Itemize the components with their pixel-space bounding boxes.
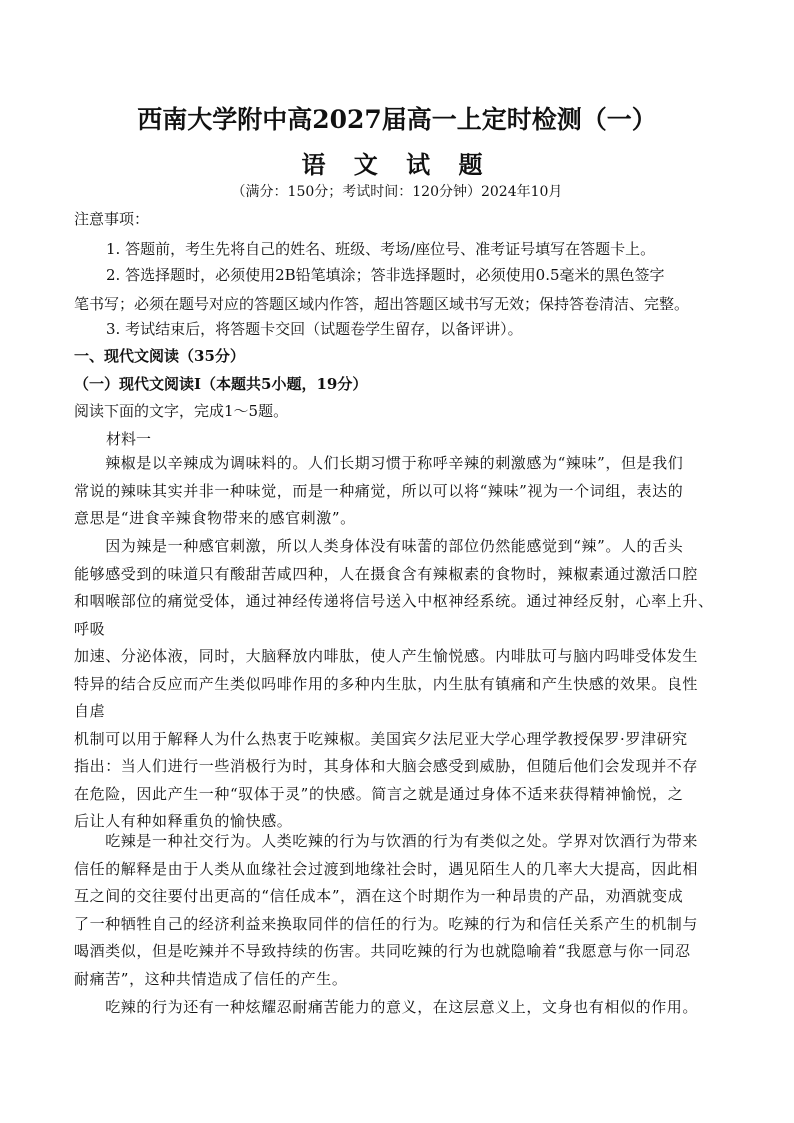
passage-line: 在危险，因此产生一种“驭体于灵”的快感。简言之就是通过身体不适来获得精神愉悦，之 [74, 784, 684, 803]
passage-paragraph-3 [74, 828, 724, 993]
passage-line: 吃辣是一种社交行为。人类吃辣的行为与饮酒的行为有类似之处。学界对饮酒行为带来 [74, 832, 699, 850]
passage-line: 后让人有种如释重负的愉快感。 [74, 812, 293, 830]
exam-info: （满分：150分；考试时间：120分钟）2024年10月 [231, 184, 563, 200]
note-item-1: 1. 答题前，考生先将自己的姓名、班级、考场/座位号、准考证号填写在答题卡上。 [106, 240, 656, 258]
exam-title: 西南大学附中高2027届高一上定时检测（一） [137, 105, 657, 134]
reading-instruction: 阅读下面的文字，完成1～5题。 [74, 402, 289, 420]
passage-line: 辣椒是以辛辣成为调味料的。人们长期习惯于称呼辛辣的刺激感为“辣味”，但是我们 [74, 454, 684, 472]
passage-line: 加速、分泌体液，同时，大脑释放内啡肽，使人产生愉悦感。内啡肽可与脑内吗啡受体发生 [74, 647, 699, 665]
passage-paragraph-1 [74, 450, 724, 533]
passage-line: 信任的解释是由于人类从血缘社会过渡到地缘社会时，遇见陌生人的几率大大提高，因此相 [74, 859, 699, 878]
passage-line: 和咽喉部位的痛觉受体，通过神经传递将信号送入中枢神经系统。通过神经反射，心率上升、 [74, 592, 714, 610]
passage-paragraph-2 [74, 533, 724, 836]
subsection-heading: （一）现代文阅读Ⅰ（本题共5小题，19分） [74, 375, 368, 393]
subject-title: 语 文 试 题 [301, 150, 493, 179]
passage-line: 意思是“进食辛辣食物带来的感官刺激”。 [74, 509, 356, 527]
note-item-3: 3. 考试结束后，将答题卡交回（试题卷学生留存，以备评讲）。 [106, 320, 523, 338]
notes-header: 注意事项： [74, 210, 150, 228]
passage-line: 机制可以用于解释人为什么热衷于吃辣椒。美国宾夕法尼亚大学心理学教授保罗·罗津研究 [74, 729, 688, 748]
passage-line: 能够感受到的味道只有酸甜苦咸四种，人在摄食含有辣椒素的食物时，辣椒素通过激活口腔 [74, 564, 699, 583]
passage-line: 呼吸 [74, 619, 106, 638]
passage-paragraph-4 [74, 994, 724, 1022]
passage-line: 自虐 [74, 702, 106, 720]
passage-line: 喝酒类似，但是吃辣并不导致持续的伤害。共同吃辣的行为也就隐喻着“我愿意与你一同忍 [74, 942, 691, 960]
passage-line: 互之间的交往要付出更高的“信任成本”，酒在这个时期作为一种昂贵的产品，劝酒就变成 [74, 887, 684, 905]
material-label: 材料一 [106, 430, 152, 448]
passage-line: 常说的辣味其实并非一种味觉，而是一种痛觉，所以可以将“辣味”视为一个词组，表达的 [74, 481, 684, 500]
note-item-2-continued: 笔书写；必须在题号对应的答题区域内作答，超出答题区域书写无效；保持答卷清洁、完整。 [74, 295, 690, 313]
passage-line: 耐痛苦”，这种共情造成了信任的产生。 [74, 969, 348, 988]
passage-line: 吃辣的行为还有一种炫耀忍耐痛苦能力的意义，在这层意义上，文身也有相似的作用。 [74, 998, 699, 1016]
passage-line: 了一种牺牲自己的经济利益来换取同伴的信任的行为。吃辣的行为和信任关系产生的机制与 [74, 914, 699, 933]
passage-line: 因为辣是一种感官刺激，所以人类身体没有味蕾的部位仍然能感觉到“辣”。人的舌头 [74, 537, 684, 555]
passage-line: 指出：当人们进行一些消极行为时，其身体和大脑会感受到威胁，但随后他们会发现并不存 [74, 757, 699, 775]
passage-line: 特异的结合反应而产生类似吗啡作用的多种内生肽，内生肽有镇痛和产生快感的效果。良性 [74, 674, 699, 693]
section-heading: 一、现代文阅读（35分） [74, 347, 245, 365]
note-item-2: 2. 答选择题时，必须使用2B铅笔填涂；答非选择题时，必须使用0.5毫米的黑色签字 [106, 266, 665, 284]
